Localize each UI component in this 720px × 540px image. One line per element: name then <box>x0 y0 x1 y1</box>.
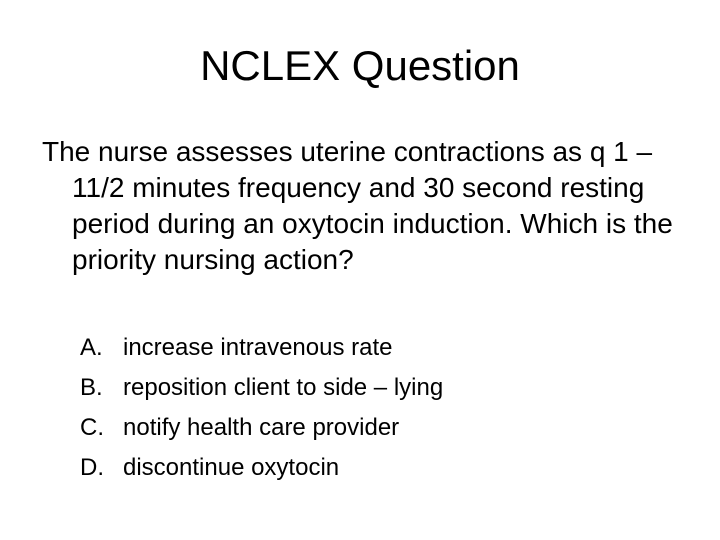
option-text: notify health care provider <box>123 414 400 441</box>
option-d <box>80 448 443 488</box>
option-text: discontinue oxytocin <box>123 454 340 481</box>
option-letter: A. <box>80 334 103 361</box>
option-letter: C. <box>80 414 104 441</box>
question-text: The nurse assesses uterine contractions as q 1 – 11/2 minutes frequency and 30 second resting period during an oxytocin induction. Which is the priority nursing action? <box>42 136 673 275</box>
option-a <box>80 328 443 368</box>
slide-title: NCLEX Question <box>200 42 520 89</box>
answer-options <box>80 328 443 488</box>
option-text: increase intravenous rate <box>123 334 393 361</box>
option-letter: B. <box>80 374 103 401</box>
option-b <box>80 368 443 408</box>
option-letter: D. <box>80 454 104 481</box>
option-text: reposition client to side – lying <box>123 374 444 401</box>
option-c <box>80 408 443 448</box>
